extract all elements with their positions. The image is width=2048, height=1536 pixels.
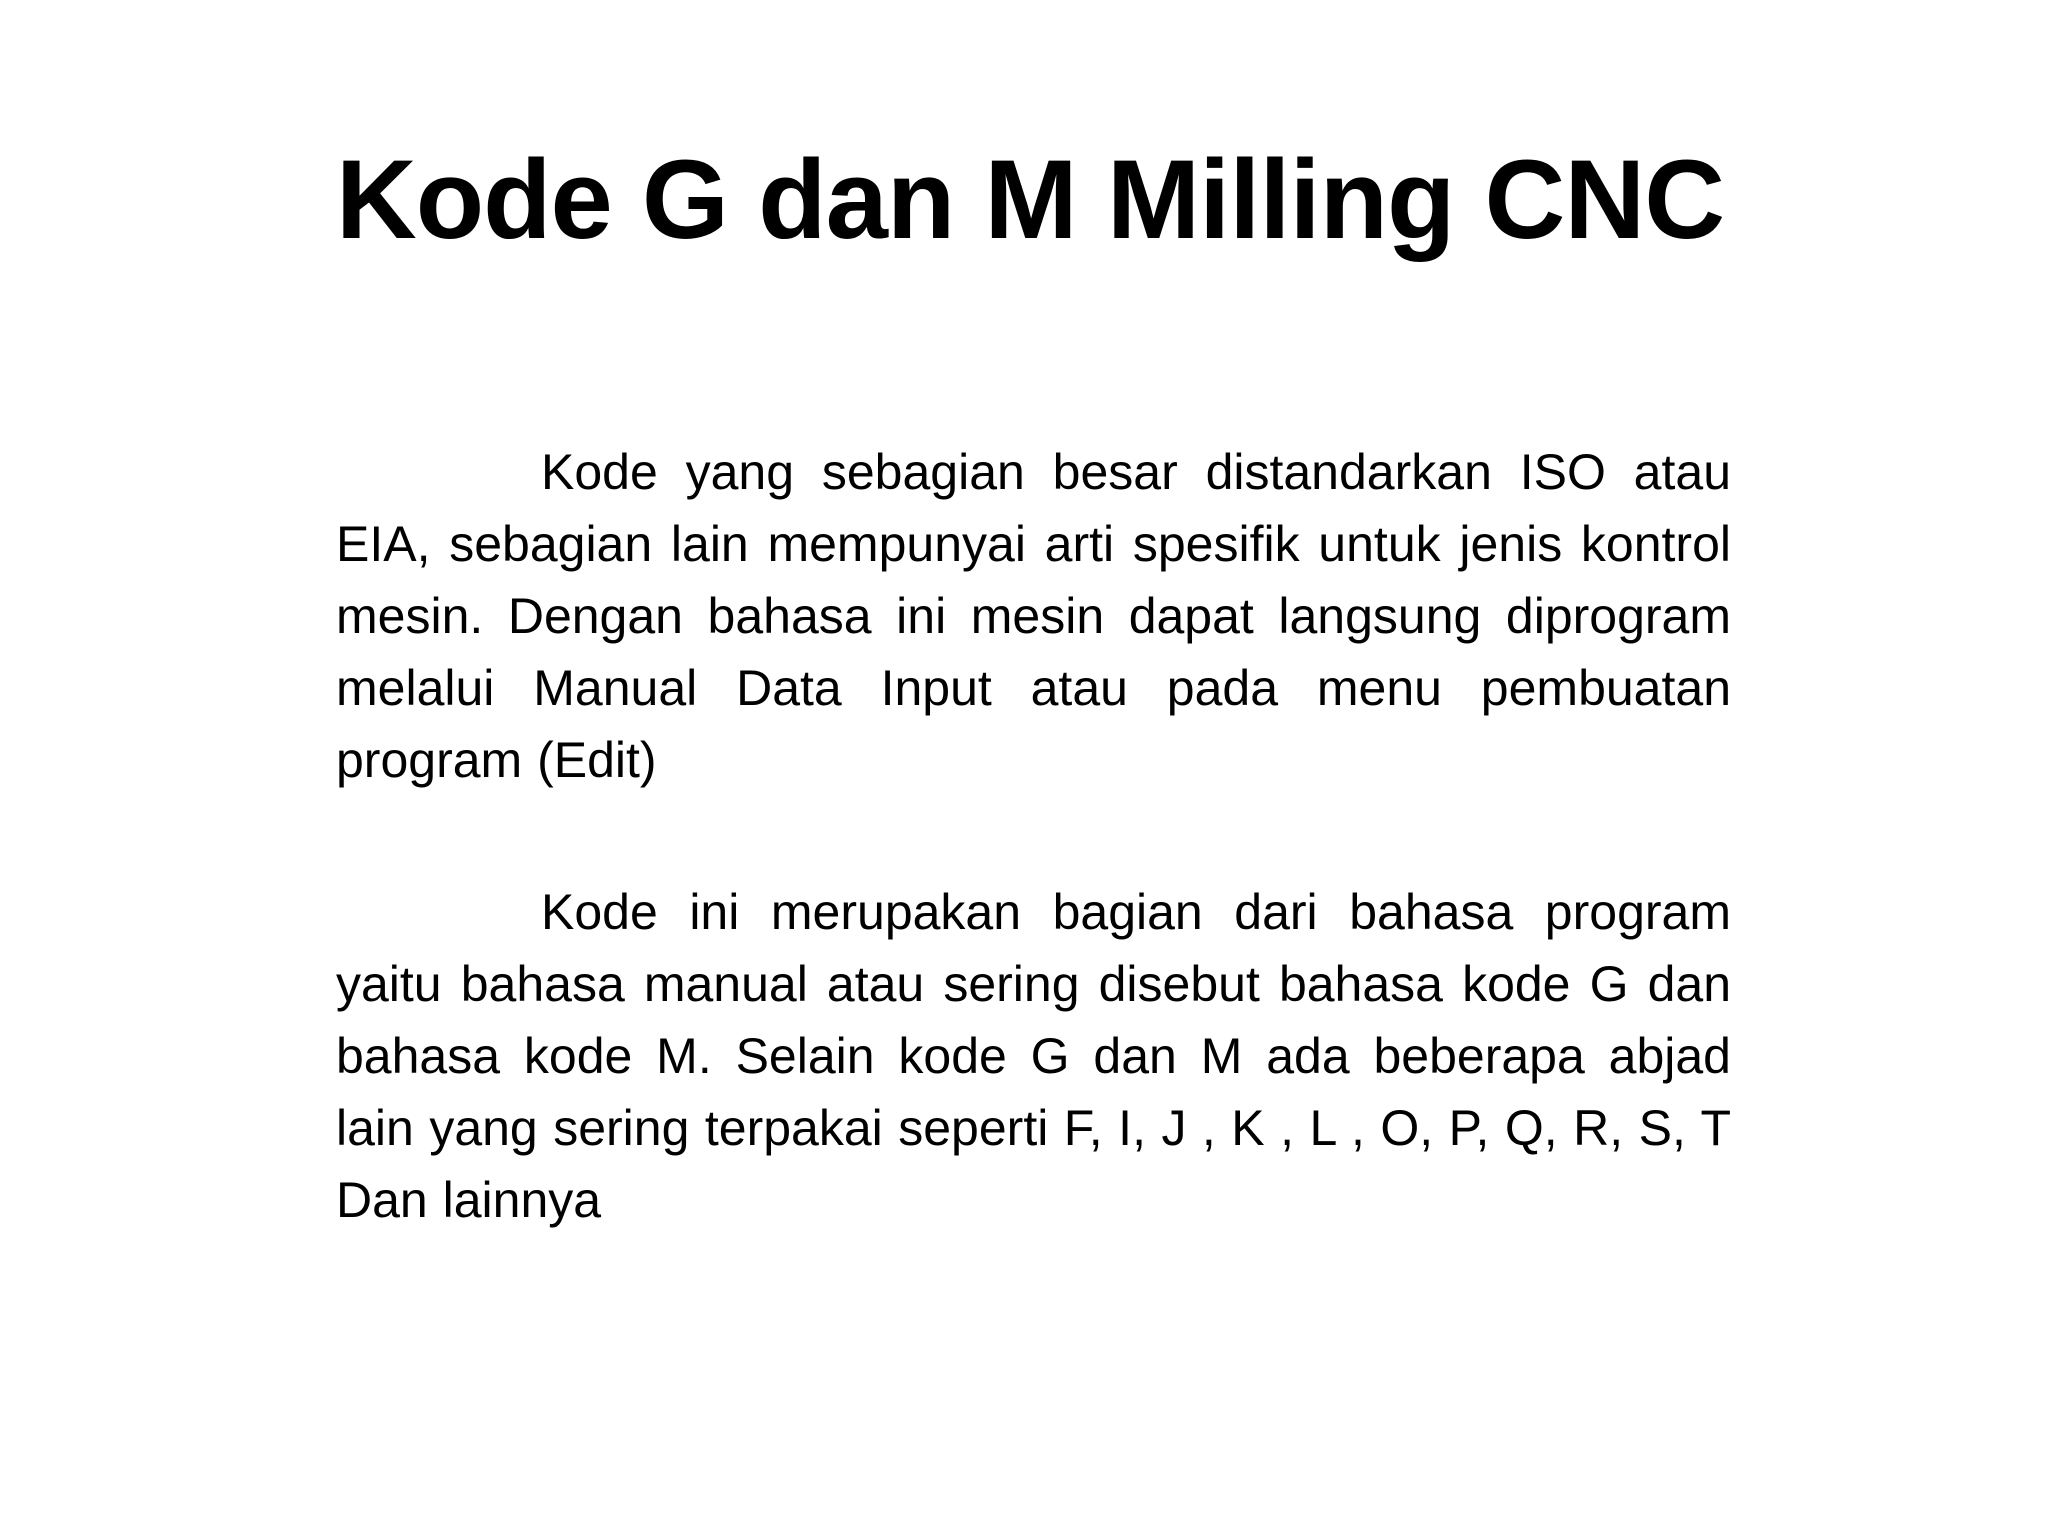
paragraph-1: Kode yang sebagian besar distandarkan ISO atau EIA, sebagian lain mempunyai arti spesifik untuk jenis kontrol mesin. Dengan bahasa ini mesin dapat langsung diprogram melalui Manual Data Input atau pada menu pembuatan program (Edit): [336, 444, 1731, 788]
paragraph-2: Kode ini merupakan bagian dari bahasa program yaitu bahasa manual atau sering disebut bahasa kode G dan bahasa kode M. Selain kode G dan M ada beberapa abjad lain yang sering terpakai seperti F, I, J , K , L , O, P, Q, R, S, T Dan lainnya: [336, 884, 1731, 1228]
slide-title: Kode G dan M Milling CNC: [335, 137, 1725, 262]
slide-body: [336, 436, 1731, 1316]
